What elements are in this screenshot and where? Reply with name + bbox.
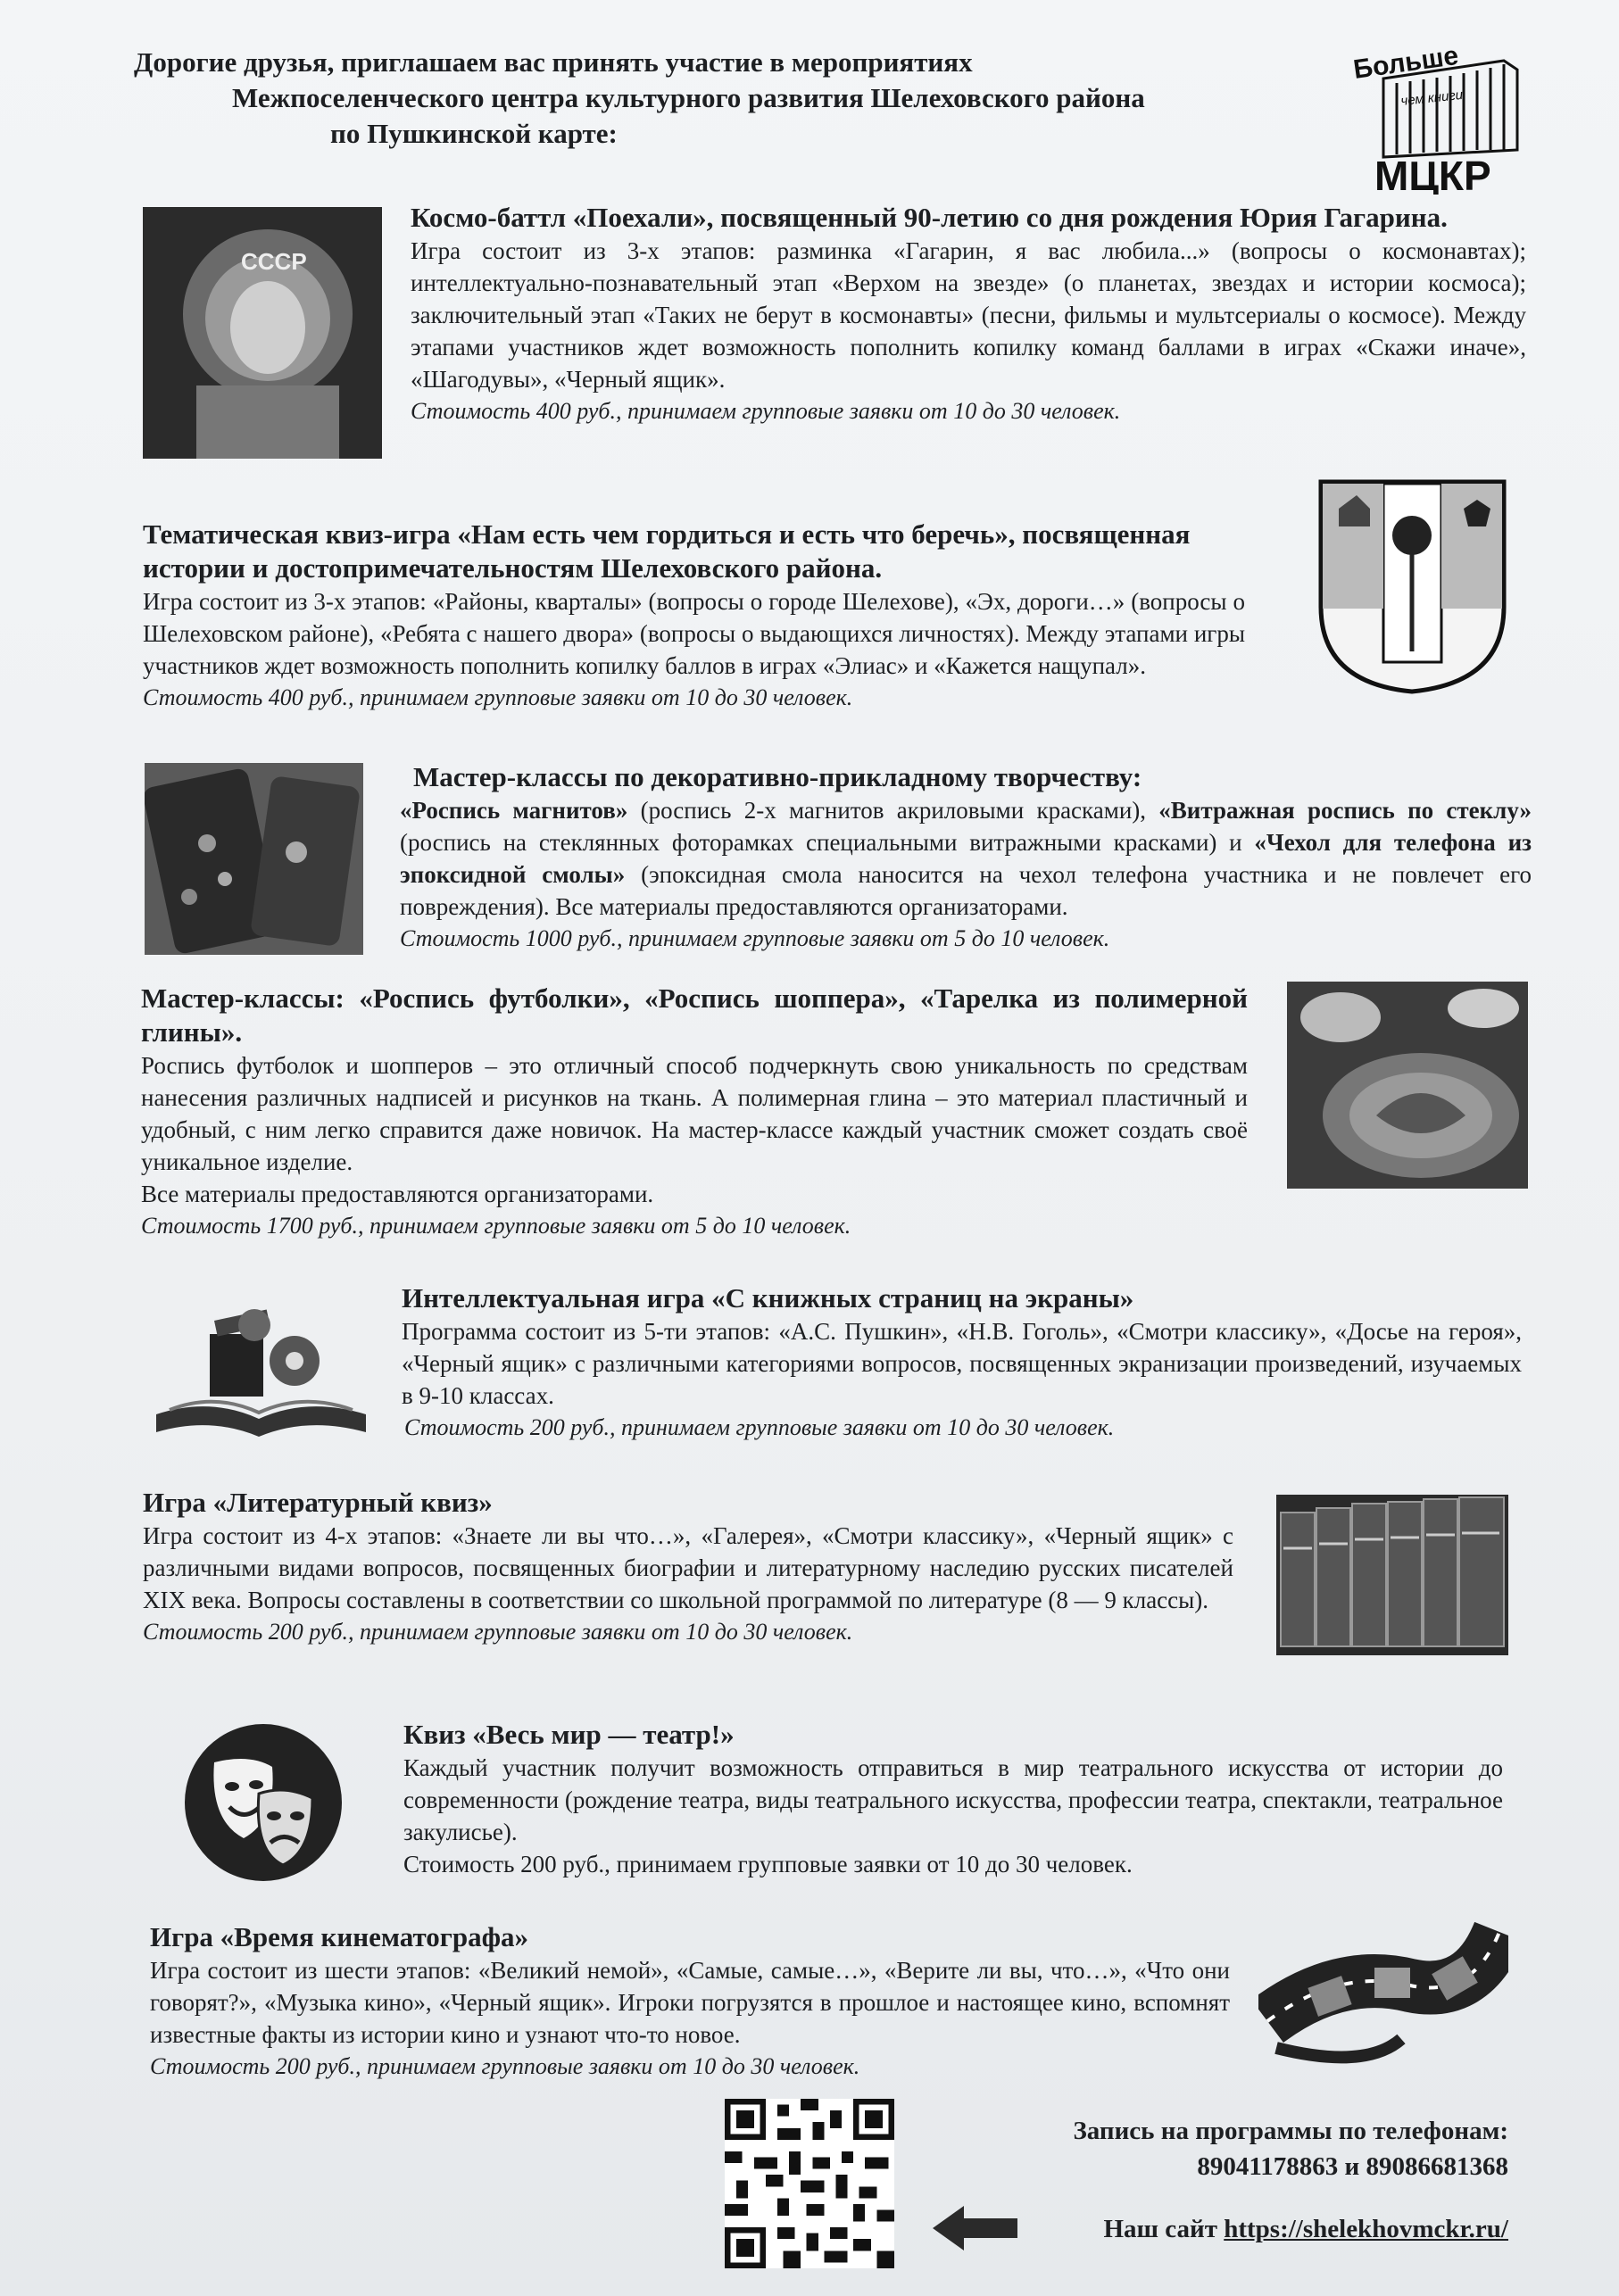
event-4-title: Мастер-классы: «Роспись футболки», «Роспись шоппера», «Тарелка из полимерной глины».	[141, 982, 1248, 1048]
coat-of-arms	[1312, 473, 1513, 696]
arrow-left-icon	[933, 2206, 1017, 2250]
event-8	[150, 1920, 1230, 2083]
event-5-description: Программа состоит из 5-ти этапов: «А.С. Пушкин», «Н.В. Гоголь», «Смотри классику», «Досье на героя», «Черный ящик» с различными категориями вопросов, посвященных экранизации произведений, изучаемых в 9-10 классах.	[402, 1318, 1522, 1409]
event-2-title: Тематическая квиз-игра «Нам есть чем гордиться и есть что беречь», посвященная истории и достопримечательностям Шелеховского района.	[143, 518, 1191, 584]
event-3-price: Стоимость 1000 руб., принимаем групповые заявки от 5 до 10 человек.	[400, 925, 1110, 951]
event-8-price: Стоимость 200 руб., принимаем групповые заявки от 10 до 30 человек.	[150, 2053, 860, 2079]
svg-text:СССР: СССР	[241, 248, 307, 275]
mckr-logo	[1348, 43, 1526, 195]
event-1-price: Стоимость 400 руб., принимаем групповые заявки от 10 до 30 человек.	[411, 398, 1121, 424]
event-7-price: Стоимость 200 руб., принимаем групповые заявки от 10 до 30 человек.	[403, 1851, 1133, 1877]
clay-plate-photo	[1287, 982, 1528, 1189]
phones-numbers: 89041178863 и 89086681368	[1197, 2152, 1508, 2181]
event-2-description: Игра состоит из 3-х этапов: «Районы, кварталы» (вопросы о городе Шелехове), «Эх, дороги…» (вопросы о Шелеховском районе), «Ребята с нашего двора» (вопросы о выдающихся личностях). Между этапами игры участников ждет возможность пополнить копилку баллов в играх «Элиас» и «Кажется нащупал».	[143, 588, 1245, 679]
event-5-title: Интеллектуальная игра «С книжных страниц на экраны»	[402, 1282, 1134, 1314]
event-7-title: Квиз «Весь мир — театр!»	[403, 1719, 735, 1750]
event-6-title: Игра «Литературный квиз»	[143, 1487, 493, 1518]
footer-site	[1026, 2211, 1508, 2247]
header-line-2: Межпоселенческого центра культурного развития Шелеховского района	[232, 82, 1145, 113]
event-3-item-3: «Чехол для телефона из эпоксидной смолы»	[400, 829, 1532, 888]
logo-bottom-text: МЦКР	[1374, 153, 1491, 195]
event-4-description: Роспись футболок и шопперов – это отличный способ подчеркнуть свою уникальность по средствам нанесения различных надписей и рисунков на ткань. А полимерная глина – это материал пластичный и удобный, с ним легко справится даже новичок. На мастер-классе каждый участник сможет создать своё уникальное изделие.	[141, 1052, 1248, 1175]
event-4-description-2: Все материалы предоставляются организаторами.	[141, 1181, 654, 1207]
theatre-masks-icon	[183, 1722, 344, 1883]
event-6-description: Игра состоит из 4-х этапов: «Знаете ли вы что…», «Галерея», «Смотри классику», «Черный ящик» с различными видами вопросов, посвященных биографии и литературному наследию русских писателей XIX века. Вопросы составлены в соответствии со школьной программой по литературе (8 — 9 классы).	[143, 1522, 1233, 1613]
event-6-price: Стоимость 200 руб., принимаем групповые заявки от 10 до 30 человек.	[143, 1619, 853, 1645]
event-1-description: Игра состоит из 3-х этапов: разминка «Гагарин, я вас любила...» (вопросы о космонавтах); интеллектуально-познавательный этап «Верхом на звезде» (о планетах, звездах и истории космоса); заключительный этап «Таких не берут в космонавты» (песни, фильмы и мультсериалы о космосе). Между этапами участников ждет возможность пополнить копилку команд баллами в играх «Скажи иначе», «Шагодувы», «Черный ящик».	[411, 237, 1526, 393]
site-link[interactable]: https://shelekhovmckr.ru/	[1224, 2215, 1508, 2243]
event-4-price: Стоимость 1700 руб., принимаем групповые заявки от 5 до 10 человек.	[141, 1213, 851, 1239]
event-3-item-2-desc: (роспись на стеклянных фоторамках специальными витражными красками) и	[400, 829, 1255, 856]
header	[134, 45, 1294, 152]
film-strip-icon	[1258, 1914, 1508, 2084]
event-3-item-3-desc: (эпоксидная смола наносится на чехол телефона участника и не повлечет его повреждения). Все материалы предоставляются организаторами.	[400, 861, 1532, 920]
cosmonaut-photo	[143, 207, 382, 459]
site-label: Наш сайт	[1103, 2215, 1225, 2243]
logo-mid-text: чем книги	[1399, 87, 1464, 109]
event-4	[141, 982, 1248, 1242]
event-1-title: Космо-баттл «Поехали», посвященный 90-летию со дня рождения Юрия Гагарина.	[411, 202, 1448, 233]
event-3-item-2: «Витражная роспись по стеклу»	[1158, 797, 1532, 824]
header-line-3: по Пушкинской карте:	[330, 118, 618, 149]
books-photo	[1276, 1495, 1508, 1655]
event-8-description: Игра состоит из шести этапов: «Великий немой», «Самые, самые…», «Верите ли вы, что…», «Что они говорят?», «Музыка кино», «Черный ящик». Игроки погрузятся в прошлое и настоящее кино, вспомнят известные факты из истории кино и узнают что-то новое.	[150, 1957, 1230, 2048]
event-6	[143, 1486, 1233, 1648]
event-1	[411, 201, 1526, 427]
event-3	[400, 760, 1532, 955]
event-3-item-1: «Роспись магнитов»	[400, 797, 628, 824]
qr-code	[725, 2099, 894, 2268]
event-3-item-1-desc: (роспись 2-х магнитов акриловыми красками),	[627, 797, 1159, 824]
header-line-1: Дорогие друзья, приглашаем вас принять участие в мероприятиях	[134, 46, 973, 78]
event-7	[403, 1718, 1503, 1880]
film-book-icon	[147, 1298, 375, 1441]
event-3-description	[400, 794, 1532, 923]
logo-top-text: Больше	[1351, 43, 1461, 85]
footer-phones	[946, 2113, 1508, 2184]
event-5	[402, 1281, 1522, 1444]
magnets-photo	[145, 763, 363, 955]
event-2-price: Стоимость 400 руб., принимаем групповые заявки от 10 до 30 человек.	[143, 684, 853, 710]
event-2	[143, 518, 1245, 714]
event-7-description: Каждый участник получит возможность отправиться в мир театрального искусства от истории до современности (рождение театра, виды театрального искусства, профессии театра, спектакли, театральное закулисье).	[403, 1754, 1503, 1845]
event-3-title: Мастер-классы по декоративно-прикладному творчеству:	[413, 761, 1142, 792]
event-8-title: Игра «Время кинематографа»	[150, 1921, 529, 1952]
phones-label: Запись на программы по телефонам:	[1073, 2117, 1508, 2145]
event-5-price: Стоимость 200 руб., принимаем групповые заявки от 10 до 30 человек.	[404, 1414, 1115, 1440]
